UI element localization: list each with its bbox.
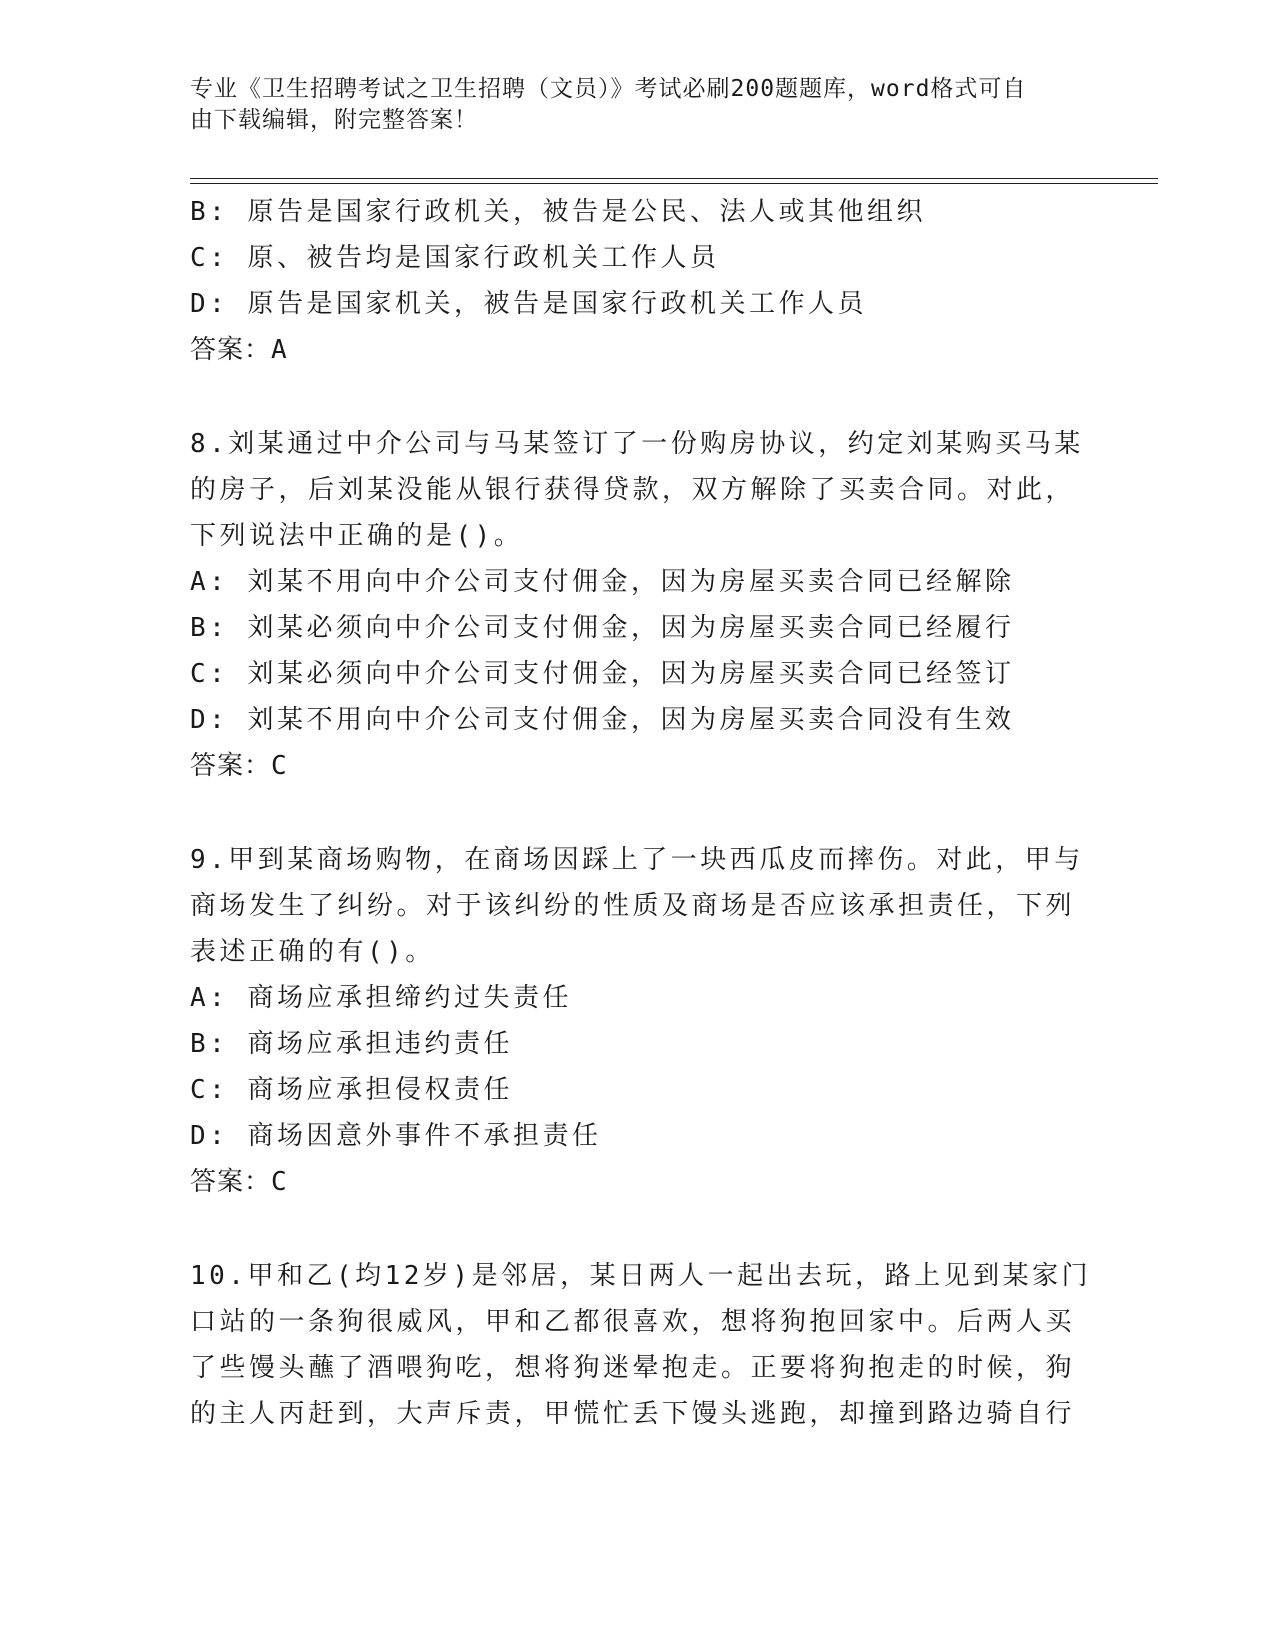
header-rule-top (190, 178, 1158, 179)
option-b: B: 商场应承担违约责任 (190, 1029, 513, 1059)
header-line-1: 专业《卫生招聘考试之卫生招聘（文员）》考试必刷200题题库，word格式可自 (190, 76, 1027, 102)
question-stem-line: 了些馒头蘸了酒喂狗吃，想将狗迷晕抱走。正要将狗抱走的时候，狗 (190, 1353, 1076, 1383)
option-d: D: 商场因意外事件不承担责任 (190, 1121, 602, 1151)
question-10 (190, 1253, 1090, 1437)
document-header (190, 74, 1090, 136)
option-b: B: 刘某必须向中介公司支付佣金，因为房屋买卖合同已经履行 (190, 613, 1015, 643)
header-rule-bottom (190, 183, 1158, 184)
question-stem-line: 10.甲和乙(均12岁)是邻居，某日两人一起出去玩，路上见到某家门 (190, 1261, 1092, 1291)
header-line-2: 由下载编辑，附完整答案！ (190, 107, 478, 133)
question-9 (190, 837, 1090, 1205)
question-7-continued (190, 189, 1090, 373)
option-c: C: 商场应承担侵权责任 (190, 1075, 513, 1105)
option-b: B: 原告是国家行政机关，被告是公民、法人或其他组织 (190, 197, 926, 227)
question-stem-line: 商场发生了纠纷。对于该纠纷的性质及商场是否应该承担责任，下列 (190, 891, 1076, 921)
question-stem-line: 的房子，后刘某没能从银行获得贷款，双方解除了买卖合同。对此， (190, 475, 1076, 505)
document-body (190, 189, 1090, 1437)
answer: 答案：A (190, 335, 288, 365)
question-stem-line: 的主人丙赶到，大声斥责，甲慌忙丢下馒头逃跑，却撞到路边骑自行 (190, 1399, 1076, 1429)
option-a: A: 商场应承担缔约过失责任 (190, 983, 572, 1013)
question-8 (190, 421, 1090, 789)
question-stem-line: 表述正确的有()。 (190, 937, 435, 967)
question-stem-line: 9.甲到某商场购物，在商场因踩上了一块西瓜皮而摔伤。对此，甲与 (190, 845, 1084, 875)
option-d: D: 刘某不用向中介公司支付佣金，因为房屋买卖合同没有生效 (190, 705, 1015, 735)
question-stem-line: 口站的一条狗很威风，甲和乙都很喜欢，想将狗抱回家中。后两人买 (190, 1307, 1076, 1337)
option-d: D: 原告是国家机关，被告是国家行政机关工作人员 (190, 289, 867, 319)
answer: 答案：C (190, 751, 288, 781)
question-stem-line: 下列说法中正确的是()。 (190, 521, 524, 551)
answer: 答案：C (190, 1167, 288, 1197)
option-c: C: 原、被告均是国家行政机关工作人员 (190, 243, 720, 273)
option-a: A: 刘某不用向中介公司支付佣金，因为房屋买卖合同已经解除 (190, 567, 1015, 597)
option-c: C: 刘某必须向中介公司支付佣金，因为房屋买卖合同已经签订 (190, 659, 1015, 689)
question-stem-line: 8.刘某通过中介公司与马某签订了一份购房协议，约定刘某购买马某 (190, 429, 1084, 459)
